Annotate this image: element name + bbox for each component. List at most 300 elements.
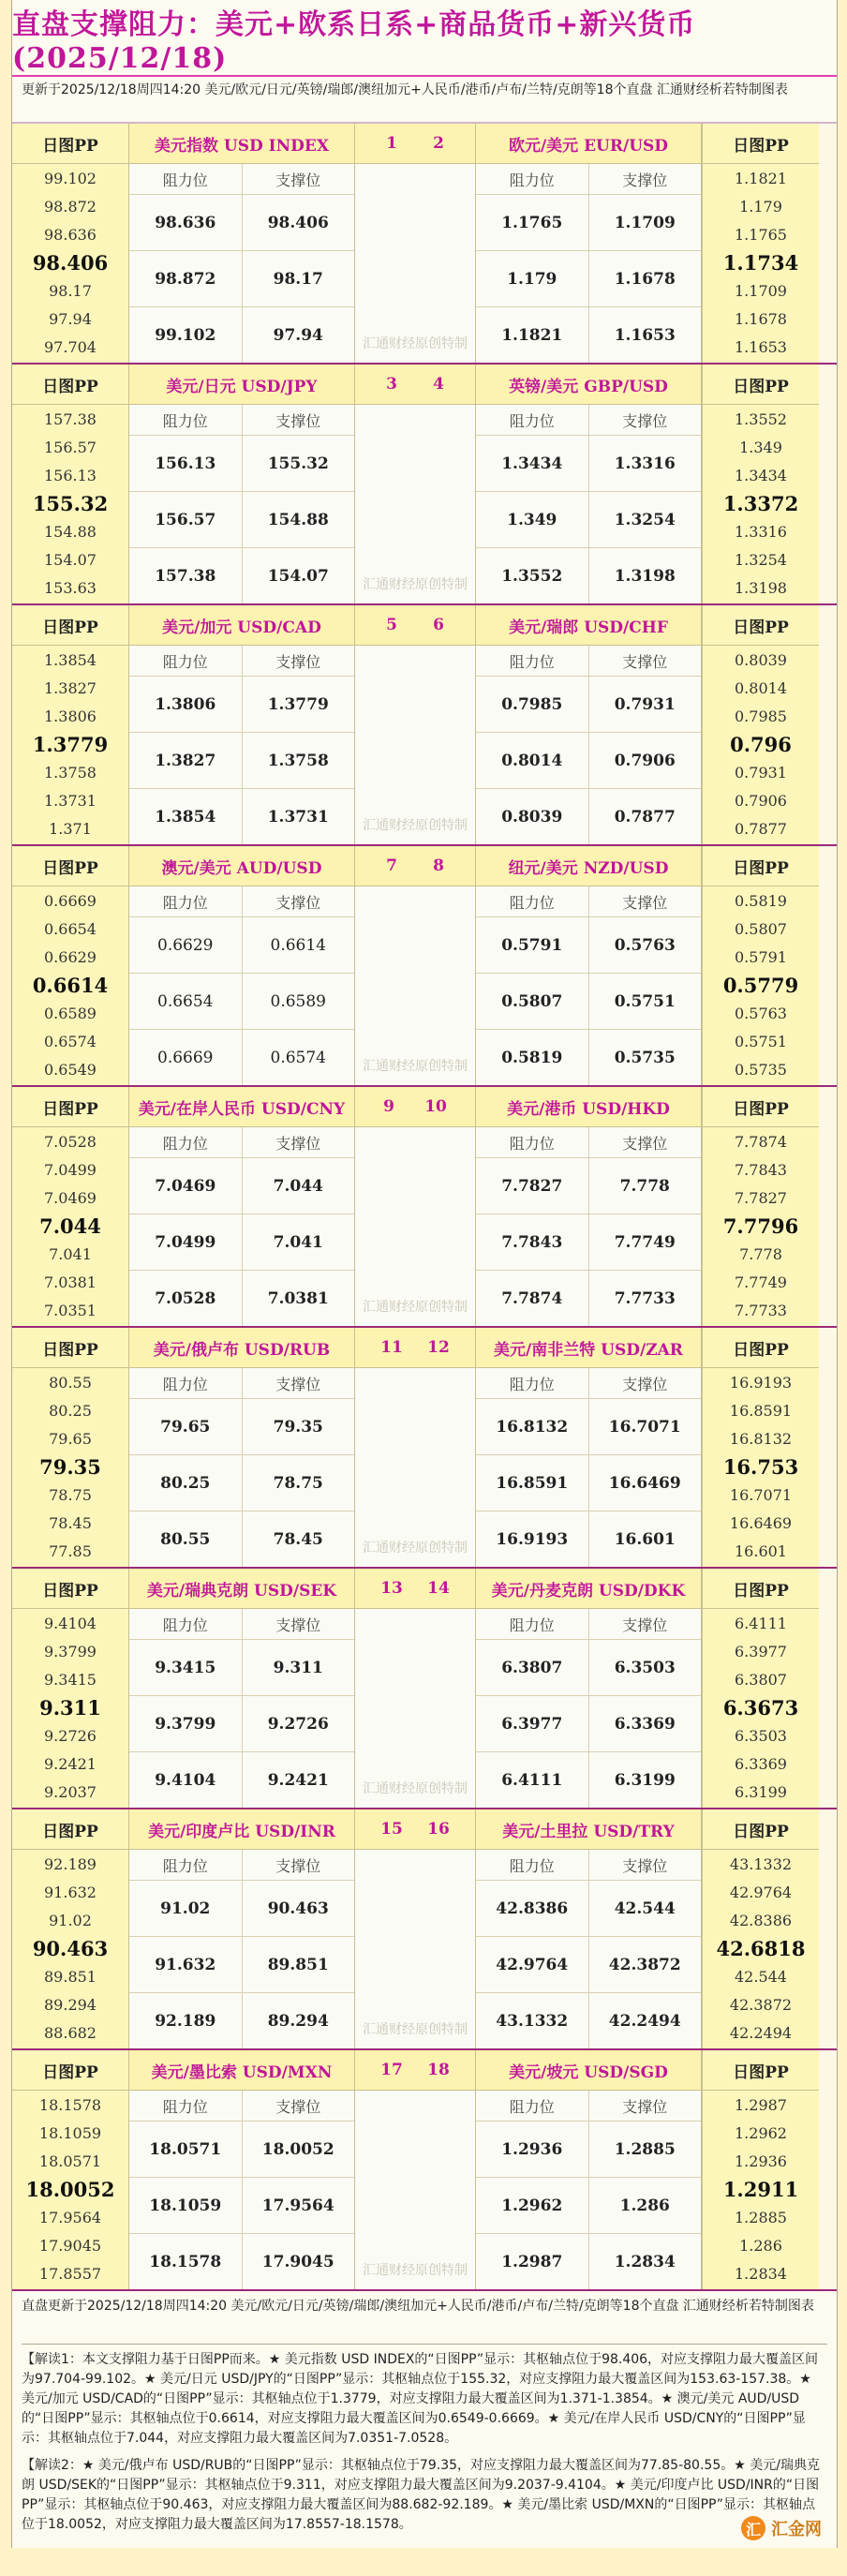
left-pair-panel [129,365,355,603]
right-pair-panel [476,846,702,1085]
resistance-value: 18.1578 [129,2234,243,2289]
pp-level: 98.17 [49,281,92,300]
support-value: 9.2421 [267,1770,329,1790]
resistance-header: 阻力位 [129,886,243,916]
level-row [129,974,354,1030]
level-row [476,2234,701,2289]
support-header: 支撑位 [622,171,668,189]
left-pp-column [12,1809,129,2048]
level-headers [129,405,354,436]
level-headers [129,886,354,917]
pp-level: 0.5735 [735,1060,787,1079]
support-value: 6.3199 [614,1770,676,1790]
resistance-value: 98.636 [129,195,243,250]
resistance-value: 0.6654 [129,974,243,1029]
resistance-value: 43.1332 [476,1993,589,2048]
pp-level: 1.349 [739,438,782,456]
number-column [355,846,476,1085]
number-column [355,124,476,363]
level-row [476,1214,701,1271]
pair-name: 美元/坡元 USD/SGD [476,2050,701,2091]
support-header: 支撑位 [622,1134,668,1153]
pivot-point: 7.044 [39,1214,101,1238]
pp-level: 42.3872 [729,1995,793,2014]
resistance-value: 16.9193 [476,1511,589,1567]
level-row [476,1937,701,1993]
pair-name: 美元/南非兰特 USD/ZAR [476,1328,701,1368]
left-pair-panel [129,1809,355,2048]
level-row [476,2122,701,2178]
pp-level: 78.75 [49,1485,92,1504]
pp-level: 1.371 [49,819,92,838]
level-row [476,548,701,603]
resistance-value: 7.7874 [476,1271,589,1326]
level-row [476,492,701,548]
number-column [355,1569,476,1808]
watermark-line: 汇通财经 [363,1781,415,1796]
pp-level: 0.5751 [735,1032,787,1050]
pp-level: 92.189 [44,1854,97,1873]
level-row [129,251,354,307]
resistance-value: 157.38 [129,548,243,603]
resistance-value: 92.189 [129,1993,243,2048]
pp-level: 16.8132 [729,1429,793,1448]
pp-level: 1.2936 [735,2152,787,2170]
level-row [129,677,354,733]
page-title: 直盘支撑阻力：美元+欧系日系+商品货币+新兴货币(2025/12/18) [12,0,837,77]
resistance-value: 0.6629 [129,917,243,973]
pp-level: 153.63 [44,578,97,597]
pp-level: 16.9193 [729,1373,793,1392]
pp-level: 6.3369 [735,1754,787,1773]
pair-name: 美元/瑞郎 USD/CHF [476,605,701,646]
resistance-value: 6.4111 [476,1752,589,1808]
pair-number: 13 [380,1579,403,1598]
pp-level: 17.9045 [38,2236,102,2255]
level-row [129,1399,354,1455]
pp-level: 9.3415 [44,1670,97,1689]
resistance-value: 6.3807 [476,1640,589,1695]
level-row [129,789,354,844]
pair-name: 美元/在岸人民币 USD/CNY [129,1087,354,1127]
level-row [476,1511,701,1567]
logo-icon: 汇 [741,2516,765,2540]
pp-header: 日图PP [12,2050,128,2091]
resistance-value: 7.7827 [476,1158,589,1214]
level-headers [476,2091,701,2122]
pp-level: 0.7906 [735,791,787,810]
pair-number: 10 [424,1097,447,1116]
pp-level: 6.3199 [735,1782,787,1801]
level-row [129,195,354,251]
level-row [129,1158,354,1214]
level-row [476,2178,701,2234]
watermark [355,1127,475,1326]
pp-level: 0.5807 [735,919,787,938]
pp-level: 157.38 [44,409,97,428]
pair-block [12,846,837,1087]
pp-level: 1.3316 [735,522,787,541]
pivot-point: 42.6818 [716,1936,806,1960]
level-row [129,307,354,363]
pair-name: 美元/加元 USD/CAD [129,605,354,646]
support-value: 6.3503 [614,1658,676,1677]
watermark-line: 原创特制 [415,818,468,833]
level-row [476,307,701,363]
resistance-value: 9.4104 [129,1752,243,1808]
pp-level: 0.6549 [44,1060,97,1079]
level-row [129,492,354,548]
support-value: 16.6469 [608,1473,681,1493]
pp-level: 0.8014 [735,678,787,697]
pp-level: 7.0469 [44,1188,97,1207]
pair-number: 17 [380,2061,403,2079]
pair-name: 美元指数 USD INDEX [129,124,354,164]
right-pair-panel [476,2050,702,2289]
pivot-point: 1.2911 [722,2177,799,2201]
support-header: 支撑位 [275,893,321,912]
pp-level: 0.6669 [44,891,97,910]
pp-level: 16.601 [735,1541,787,1560]
resistance-header: 阻力位 [129,164,243,194]
pp-header: 日图PP [12,1569,128,1609]
resistance-header: 阻力位 [476,2091,589,2121]
pair-number: 12 [427,1338,450,1357]
support-value: 1.1653 [614,325,676,345]
pp-level: 91.632 [44,1883,97,1901]
pp-level: 1.3854 [44,650,97,669]
support-header: 支撑位 [622,411,668,430]
left-pp-column [12,605,129,844]
level-row [476,733,701,789]
pp-header: 日图PP [12,124,128,164]
resistance-value: 1.179 [476,251,589,306]
resistance-header: 阻力位 [476,886,589,916]
pp-level: 0.7877 [735,819,787,838]
support-value: 89.851 [267,1955,329,1974]
level-headers [129,1850,354,1881]
pair-number: 16 [427,1820,450,1839]
pair-block [12,1328,837,1569]
pp-level: 17.8557 [38,2264,102,2283]
level-row [476,1399,701,1455]
pp-level: 7.7749 [735,1273,787,1291]
level-row [476,251,701,307]
level-row [476,1993,701,2048]
pair-number: 14 [427,1579,450,1598]
pp-header: 日图PP [703,1087,819,1127]
pp-level: 7.7843 [735,1160,787,1179]
right-pair-panel [476,605,702,844]
level-headers [476,886,701,917]
support-value: 154.07 [267,566,329,586]
left-pair-panel [129,1328,355,1567]
resistance-value: 9.3415 [129,1640,243,1695]
support-value: 9.2726 [267,1714,329,1734]
support-header: 支撑位 [622,1375,668,1393]
support-value: 0.7931 [614,694,676,714]
resistance-value: 1.2987 [476,2234,589,2289]
pp-header: 日图PP [12,846,128,886]
number-column [355,365,476,603]
pivot-table [12,124,837,2291]
pivot-point: 18.0052 [25,2177,115,2201]
right-pp-column [702,1087,819,1326]
pair-name: 美元/日元 USD/JPY [129,365,354,405]
pp-level: 16.6469 [729,1513,793,1532]
level-row [129,1511,354,1567]
right-pp-column [702,1809,819,2048]
pivot-point: 79.35 [39,1454,101,1479]
support-header: 支撑位 [275,2097,321,2116]
pivot-point: 1.1734 [722,250,799,275]
pp-level: 0.6629 [44,947,97,966]
right-pp-column [702,2050,819,2289]
level-headers [476,646,701,677]
resistance-value: 1.3552 [476,548,589,603]
resistance-header: 阻力位 [129,1850,243,1880]
left-pp-column [12,2050,129,2289]
support-value: 17.9045 [261,2252,334,2271]
pair-name: 美元/墨比索 USD/MXN [129,2050,354,2091]
resistance-header: 阻力位 [129,1609,243,1639]
pp-level: 16.7071 [729,1485,793,1504]
pp-level: 1.1678 [735,309,787,328]
support-value: 42.544 [614,1898,676,1918]
resistance-value: 1.3806 [129,677,243,732]
support-value: 7.7749 [614,1232,676,1252]
level-row [476,917,701,974]
pp-level: 77.85 [49,1541,92,1560]
pp-level: 1.3806 [44,707,97,725]
support-value: 16.7071 [608,1417,681,1437]
support-value: 1.1709 [614,213,676,232]
pp-level: 1.2962 [735,2123,787,2142]
pp-level: 16.8591 [729,1401,793,1420]
pp-header: 日图PP [12,1809,128,1850]
support-header: 支撑位 [275,171,321,189]
left-pair-panel [129,846,355,1085]
note-2: 【解读2：★ 美元/俄卢布 USD/RUB的“日图PP”显示：其枢轴点位于79.35，对应支撑阻力最大覆盖区间为77.85-80.55。★ 美元/瑞典克朗 USD/SEK的“日图PP”显示：其枢轴点位于9.311，对应支撑阻力最大覆盖区间为9.2037-9.4104。★ 美元/印度卢比 USD/INR的“日图PP”显示：其枢轴点位于90.463，对应支撑阻力最大覆盖区间为88.682-92.189。★ 美元/墨比索 USD/MXN的“日图PP”显示：其枢轴点位于18.0052，对应支撑阻力最大覆盖区间为17.8557-18.1578。 [22,2458,820,2532]
pair-block [12,2050,837,2291]
support-value: 1.2885 [614,2139,676,2159]
pp-level: 80.25 [49,1401,92,1420]
support-value: 78.75 [273,1473,323,1493]
watermark [355,1609,475,1808]
pp-level: 0.7931 [735,763,787,782]
right-pp-column [702,1328,819,1567]
pp-level: 80.55 [49,1373,92,1392]
footer [12,2291,837,2548]
pair-numbers [355,1328,475,1368]
pair-number: 9 [383,1097,394,1116]
resistance-value: 0.5819 [476,1030,589,1085]
left-pp-column [12,124,129,363]
level-headers [476,1127,701,1158]
level-row [476,1696,701,1752]
level-row [129,2122,354,2178]
pp-level: 1.3254 [735,550,787,569]
right-pair-panel [476,365,702,603]
support-header: 支撑位 [622,2097,668,2116]
support-value: 7.041 [273,1232,323,1252]
pp-header: 日图PP [703,2050,819,2091]
pivot-point: 0.5779 [722,973,799,997]
support-value: 98.17 [273,269,323,289]
level-row [476,195,701,251]
support-value: 7.7733 [614,1288,676,1308]
resistance-header: 阻力位 [129,405,243,435]
pp-header: 日图PP [703,1328,819,1368]
pair-name: 澳元/美元 AUD/USD [129,846,354,886]
pp-level: 0.7985 [735,707,787,725]
resistance-value: 0.5791 [476,917,589,973]
pair-numbers [355,124,475,164]
number-column [355,1328,476,1567]
pivot-point: 155.32 [32,491,109,515]
support-header: 支撑位 [275,1375,321,1393]
support-header: 支撑位 [275,1856,321,1875]
pp-level: 78.45 [49,1513,92,1532]
pair-name: 纽元/美元 NZD/USD [476,846,701,886]
left-pp-column [12,1087,129,1326]
pair-number: 11 [380,1338,403,1357]
resistance-value: 18.0571 [129,2122,243,2177]
support-header: 支撑位 [622,1616,668,1634]
support-value: 1.3316 [614,454,676,473]
level-row [129,1455,354,1511]
pair-name: 美元/瑞典克朗 USD/SEK [129,1569,354,1609]
pp-level: 89.851 [44,1967,97,1986]
support-value: 42.3872 [608,1955,681,1974]
level-headers [129,1368,354,1399]
pp-level: 7.7874 [735,1132,787,1151]
resistance-value: 1.1765 [476,195,589,250]
support-value: 1.3198 [614,566,676,586]
pp-header: 日图PP [703,605,819,646]
number-column [355,2050,476,2289]
pp-level: 79.65 [49,1429,92,1448]
pair-numbers [355,2050,475,2091]
support-value: 7.778 [619,1176,670,1196]
pair-name: 欧元/美元 EUR/USD [476,124,701,164]
level-row [129,2234,354,2289]
left-pp-column [12,1328,129,1567]
pp-level: 9.2421 [44,1754,97,1773]
pivot-point: 98.406 [32,250,109,275]
support-value: 98.406 [267,213,329,232]
support-header: 支撑位 [275,1134,321,1153]
support-value: 16.601 [614,1529,676,1549]
level-row [476,1271,701,1326]
pp-level: 154.88 [44,522,97,541]
pp-level: 0.6574 [44,1032,97,1050]
left-pair-panel [129,124,355,363]
watermark [355,646,475,844]
pp-level: 0.5763 [735,1004,787,1022]
watermark-line: 原创特制 [415,2263,468,2278]
level-headers [476,164,701,195]
support-value: 155.32 [267,454,329,473]
pp-level: 7.0351 [44,1301,97,1319]
level-row [476,1030,701,1085]
resistance-value: 16.8132 [476,1399,589,1454]
resistance-header: 阻力位 [129,1127,243,1157]
pair-number: 3 [386,375,397,394]
support-value: 17.9564 [261,2196,334,2215]
resistance-value: 99.102 [129,307,243,363]
watermark-line: 原创特制 [415,1059,468,1074]
pp-level: 42.544 [735,1967,787,1986]
pp-level: 1.1765 [735,225,787,244]
pp-level: 88.682 [44,2023,97,2042]
level-row [476,1752,701,1808]
support-value: 1.3254 [614,510,676,529]
right-pp-column [702,605,819,844]
resistance-value: 6.3977 [476,1696,589,1751]
watermark-line: 原创特制 [415,577,468,592]
level-row [129,1937,354,1993]
resistance-value: 1.2962 [476,2178,589,2233]
pp-level: 7.0499 [44,1160,97,1179]
right-pair-panel [476,124,702,363]
pivot-point: 0.6614 [32,973,109,997]
pair-name: 英镑/美元 GBP/USD [476,365,701,405]
right-pair-panel [476,1087,702,1326]
support-value: 0.6614 [270,935,326,955]
pp-level: 1.3827 [44,678,97,697]
support-value: 79.35 [273,1417,323,1437]
pp-level: 97.94 [49,309,92,328]
resistance-value: 79.65 [129,1399,243,1454]
level-row [476,974,701,1030]
level-headers [476,1850,701,1881]
pp-level: 9.2037 [44,1782,97,1801]
level-row [476,677,701,733]
support-value: 1.3758 [267,751,329,770]
left-pair-panel [129,605,355,844]
pp-level: 18.1578 [38,2095,102,2114]
resistance-value: 91.02 [129,1881,243,1936]
pair-block [12,605,837,846]
site-logo[interactable] [741,2516,822,2540]
pivot-point: 1.3779 [32,732,109,756]
left-pair-panel [129,1087,355,1326]
resistance-header: 阻力位 [476,1368,589,1398]
support-header: 支撑位 [275,1616,321,1634]
pp-level: 91.02 [49,1911,92,1929]
left-pair-panel [129,1569,355,1808]
resistance-value: 156.13 [129,436,243,491]
pp-level: 43.1332 [729,1854,793,1873]
watermark [355,164,475,363]
pp-level: 1.1709 [735,281,787,300]
support-value: 6.3369 [614,1714,676,1734]
watermark-line: 原创特制 [415,336,468,351]
pp-level: 1.1653 [735,337,787,356]
pp-level: 18.1059 [38,2123,102,2142]
level-row [129,1881,354,1937]
resistance-value: 42.8386 [476,1881,589,1936]
support-value: 0.5763 [614,935,676,955]
level-row [129,548,354,603]
level-row [129,917,354,974]
pp-level: 99.102 [44,169,97,187]
pair-number: 6 [433,616,444,634]
watermark-line: 原创特制 [415,1781,468,1796]
watermark [355,1368,475,1567]
pp-level: 89.294 [44,1995,97,2014]
